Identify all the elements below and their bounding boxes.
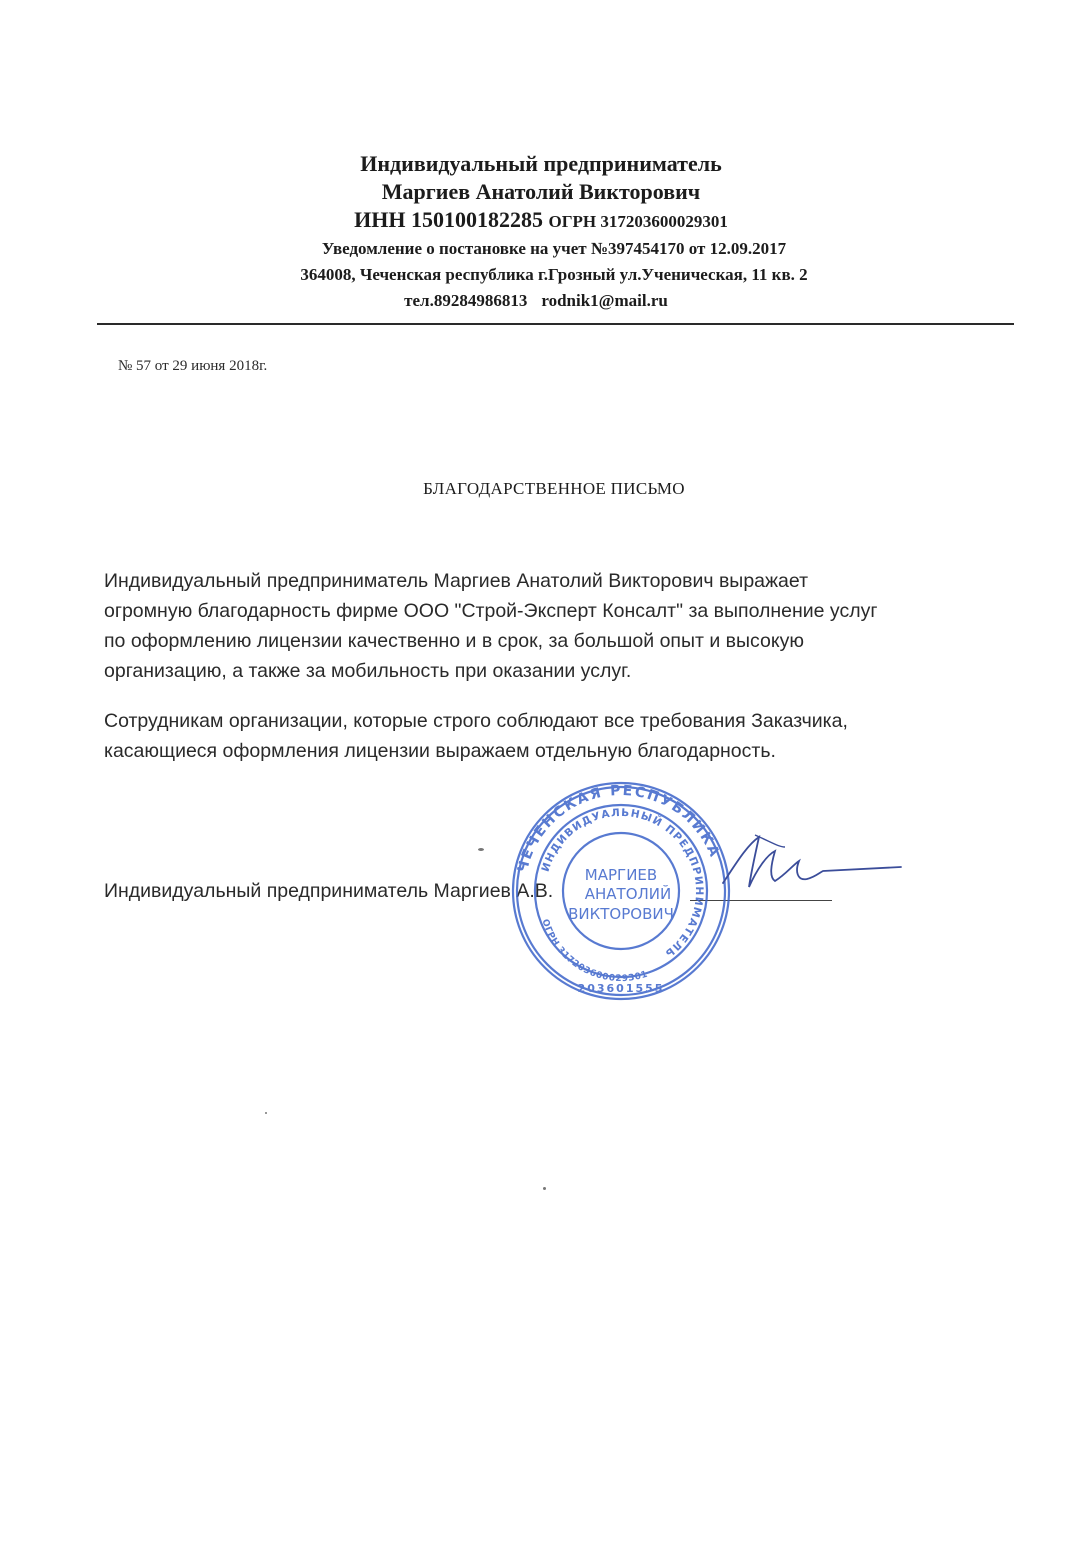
scan-speck — [543, 1187, 546, 1190]
letterhead-registration: Уведомление о постановке на учет №397454170 от 12.09.2017 — [321, 239, 787, 258]
handwritten-signature-icon — [715, 825, 905, 905]
signature-text: Индивидуальный предприниматель Маргиев А.В. — [104, 880, 554, 902]
letterhead-inn: ИНН 150100182285 — [354, 207, 543, 232]
scan-speck — [478, 848, 484, 851]
document-title: БЛАГОДАРСТВЕННОЕ ПИСЬМО — [423, 479, 685, 498]
letterhead-name: Маргиев Анатолий Викторович — [381, 179, 701, 204]
seal-ogrn-text: ОГРН 317203600029301 — [539, 918, 650, 985]
document-reference: № 57 от 29 июня 2018г. — [118, 358, 268, 374]
paragraph-line: касающиеся оформления лицензии выражаем отдельную благодарность. — [104, 740, 776, 762]
paragraph-line: по оформлению лицензии качественно и в срок, за большой опыт и высокую — [104, 630, 804, 652]
seal-inner-ring-text: ИНДИВИДУАЛЬНЫЙ ПРЕДПРИНИМАТЕЛЬ — [539, 806, 706, 960]
letterhead-phone: тел.89284986813 — [404, 291, 528, 310]
letterhead — [0, 150, 1092, 314]
letterhead-ogrn: ОГРН 317203600029301 — [548, 212, 728, 231]
letterhead-contact — [0, 288, 1092, 314]
paragraph-line: организацию, а также за мобильность при оказании услуг. — [104, 660, 632, 682]
seal-outer-ring-text: ЧЕЧЕНСКАЯ РЕСПУБЛИКА — [514, 782, 723, 875]
paragraph-line: Индивидуальный предприниматель Маргиев Анатолий Викторович выражает — [104, 570, 809, 592]
company-seal-icon — [510, 780, 732, 1002]
paragraph-line: Сотрудникам организации, которые строго соблюдают все требования Заказчика, — [104, 710, 848, 732]
letterhead-address: 364008, Чеченская республика г.Грозный ул.Ученическая, 11 кв. 2 — [300, 265, 808, 284]
seal-center-line-1: МАРГИЕВ — [584, 866, 658, 884]
paragraph-line: огромную благодарность фирме ООО "Строй-Эксперт Консалт" за выполнение услуг — [104, 600, 878, 622]
letterhead-title: Индивидуальный предприниматель — [360, 151, 722, 176]
seal-bottom-text: 203601555 — [577, 982, 665, 995]
letterhead-email: rodnik1@mail.ru — [541, 291, 668, 310]
seal-center-line-3: ВИКТОРОВИЧ — [568, 905, 674, 923]
scan-speck — [265, 1112, 267, 1114]
seal-center-line-2: АНАТОЛИЙ — [584, 885, 672, 903]
svg-text:ОГРН 317203600029301 — [540, 918, 650, 984]
letterhead-ids — [0, 206, 1092, 236]
letterhead-divider — [97, 323, 1014, 325]
body-paragraph-1 — [104, 566, 1004, 686]
body-paragraph-2 — [104, 706, 1004, 766]
